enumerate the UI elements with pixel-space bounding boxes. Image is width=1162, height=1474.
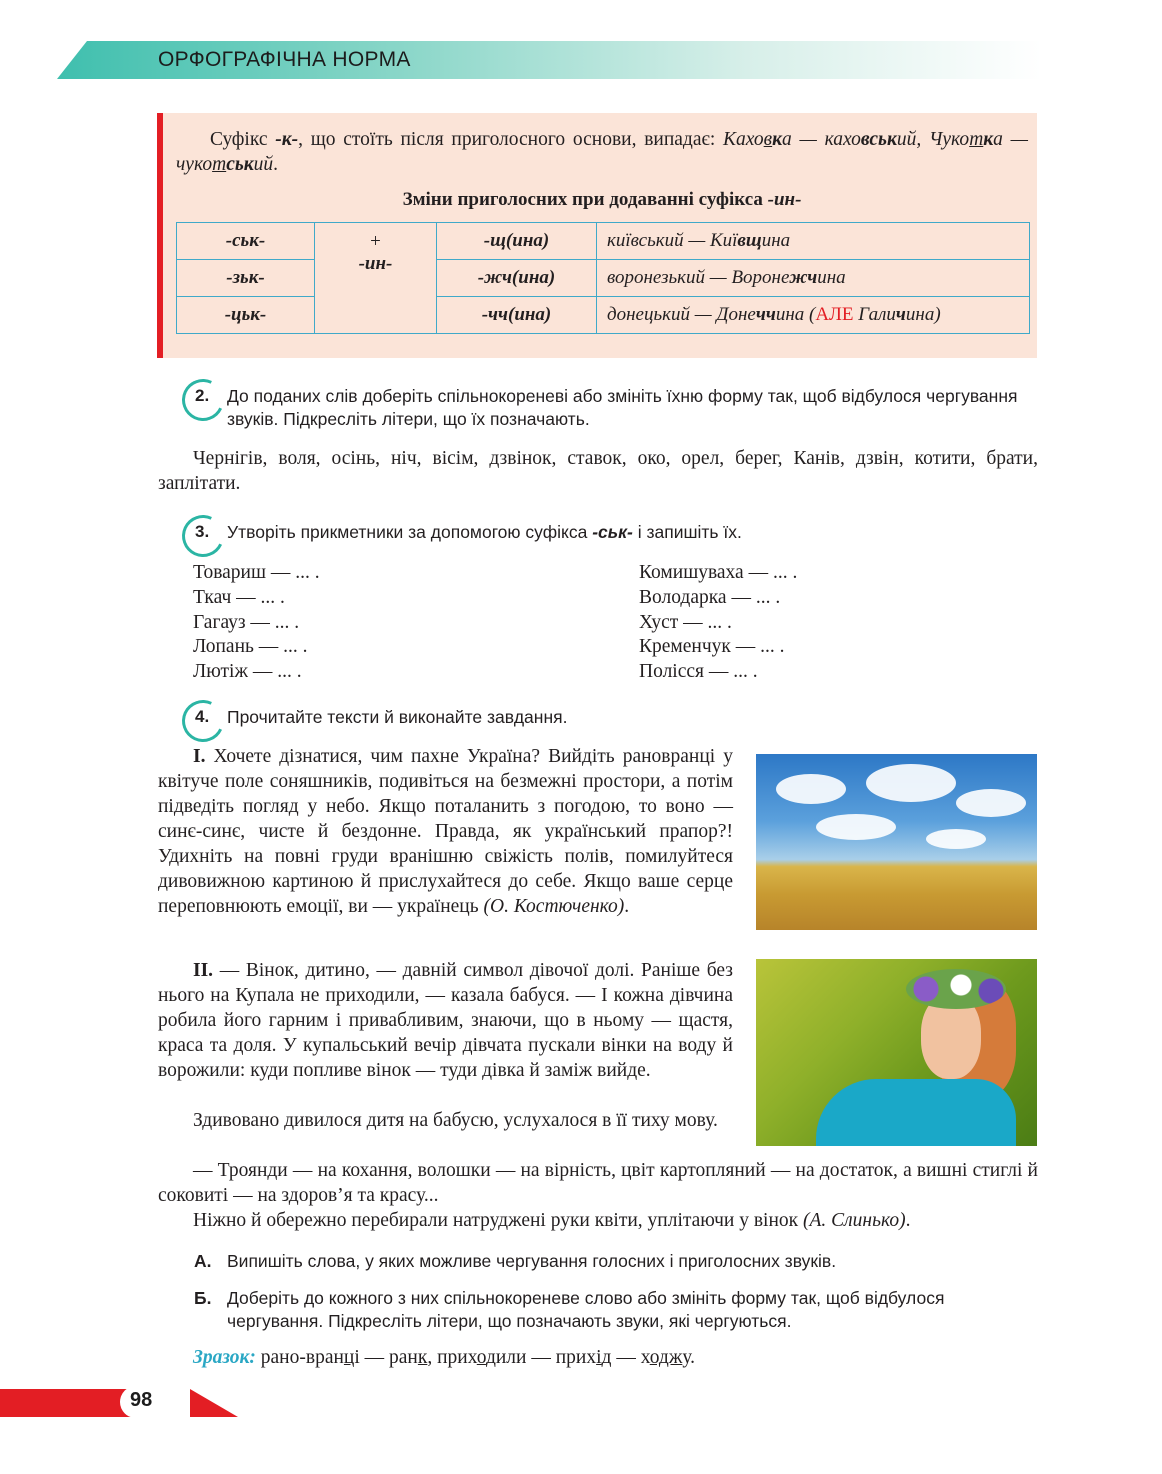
exercise-4-task: Прочитайте тексти й виконайте завдання. [227, 707, 568, 727]
text-2: II. — Вінок, дитино, — давній символ дівочої долі. Раніше без нього на Купала не приходили, — казала бабуся. — І кожна дівчина робила його гарним і привабливим, знаючи, що в ньому — щастя, краса та доля. У купальський вечір дівчата пускали вінки на воду й ворожили: куди попливе вінок — туди дівка й заміж вийде. [158, 960, 733, 1081]
field-sky-photo [756, 754, 1037, 930]
table-cell-to: -щ(ина) [437, 223, 597, 260]
text-5: Ніжно й обережно перебирали натруджені руки квіти, уплітаючи у вінок (А. Слинько). [193, 1210, 911, 1231]
exercise-number: 3. [195, 522, 210, 541]
table-cell-example: донецький — Донеччина (АЛЕ Галичина) [597, 297, 1030, 334]
list-item: Лопань — ... . [193, 636, 308, 658]
table-cell-to: -жч(ина) [437, 260, 597, 297]
section-title: ОРФОГРАФІЧНА НОРМА [158, 48, 411, 71]
text-4: — Троянди — на кохання, волошки — на вірність, цвіт картопляний — на достаток, а вишні стиглі й соковиті — на здоров’я та красу... [158, 1160, 1038, 1206]
word-list-left [193, 561, 320, 685]
exercise-2-words: Чернігів, воля, осінь, ніч, вісім, дзвінок, ставок, око, орел, берег, Канів, дзвін, котити, брати, заплітати. [158, 448, 1038, 494]
table-row [177, 297, 1030, 334]
exercise-3-task: Утворіть прикметники за допомогою суфікса -ськ- і запишіть їх. [227, 522, 742, 542]
list-item: Комишуваха — ... . [639, 562, 798, 583]
table-cell-from: -ськ- [177, 223, 315, 260]
rule-example: Каховка — каховський, Чукотка — чукотський. [176, 129, 1029, 175]
list-item: Володарка — ... . [639, 586, 781, 608]
rule-suffix: -к- [275, 129, 299, 150]
page-number: 98 [130, 1389, 153, 1411]
exercise-number: 4. [195, 707, 210, 726]
list-item: Полісся — ... . [639, 661, 758, 683]
task-a-label: А. [194, 1251, 212, 1271]
word-list-right [639, 561, 797, 685]
list-item: Ткач — ... . [193, 586, 285, 608]
rule-text-mid: , що стоїть після приголосного основи, випадає: [298, 129, 724, 150]
task-b-label: Б. [194, 1288, 212, 1308]
sample-line [193, 1345, 1038, 1370]
table-cell-to: -чч(ина) [437, 297, 597, 334]
consonant-change-table [176, 222, 1030, 334]
list-item: Лютіж — ... . [193, 661, 302, 683]
exercise-number: 2. [195, 386, 210, 405]
task-a-text: Випишіть слова, у яких можливе чергування голосних і приголосних звуків. [227, 1251, 837, 1271]
task-b-text: Доберіть до кожного з них спільнокореневе слово або змініть форму так, щоб відбулося чергування. Підкресліть літери, що позначають звуки, які чергуються. [227, 1288, 945, 1331]
header-corner [57, 41, 87, 79]
list-item: Товариш — ... . [193, 562, 320, 583]
table-cell-example: київський — Київщина [597, 223, 1030, 260]
page-number-arrow [190, 1389, 238, 1417]
girl-wreath-photo [756, 959, 1037, 1146]
sample-label: Зразок: [193, 1347, 256, 1368]
table-cell-from: -зьк- [177, 260, 315, 297]
exercise-2-task: До поданих слів доберіть спільнокореневі або змініть їхню форму так, щоб відбулося чергування звуків. Підкресліть літери, що їх позначають. [227, 386, 1018, 429]
rule-text [176, 127, 1028, 177]
plus-sign: + [370, 231, 381, 252]
table-row [177, 260, 1030, 297]
list-item: Хуст — ... . [639, 611, 732, 633]
plus-suffix: -ин- [358, 253, 393, 274]
table-row [177, 223, 1030, 260]
list-item: Гагауз — ... . [193, 611, 300, 633]
sample-text: рано-вранці — ранк, приходили — прихід — ходжу. [255, 1347, 695, 1368]
table-title: Зміни приголосних при додаванні суфікса -ин- [402, 189, 802, 210]
table-cell-from: -цьк- [177, 297, 315, 334]
list-item: Кременчук — ... . [639, 636, 785, 658]
rule-accent-bar [157, 113, 163, 358]
text-1: I. Хочете дізнатися, чим пахне Україна? Вийдіть рановранці у квітуче поле соняшників, подивіться на безмежні простори, а потім підведіть погляд у небо. Якщо поталанить з погодою, то воно — синє-синє, чисте й бездонне. Правда, як український прапор?! Удихніть на повні груди вранішню свіжість полів, помилуйтеся дивовижною картиною й прислухайтеся до себе. Якщо ваше серце переповнюють емоції, ви — українець (О. Костюченко). [158, 746, 733, 917]
table-cell-plus [315, 223, 437, 334]
rule-text-start: Суфікс [210, 129, 276, 150]
text-3: Здивовано дивилося дитя на бабусю, услухалося в її тиху мову. [193, 1110, 718, 1131]
table-cell-example: воронезький — Воронежчина [597, 260, 1030, 297]
